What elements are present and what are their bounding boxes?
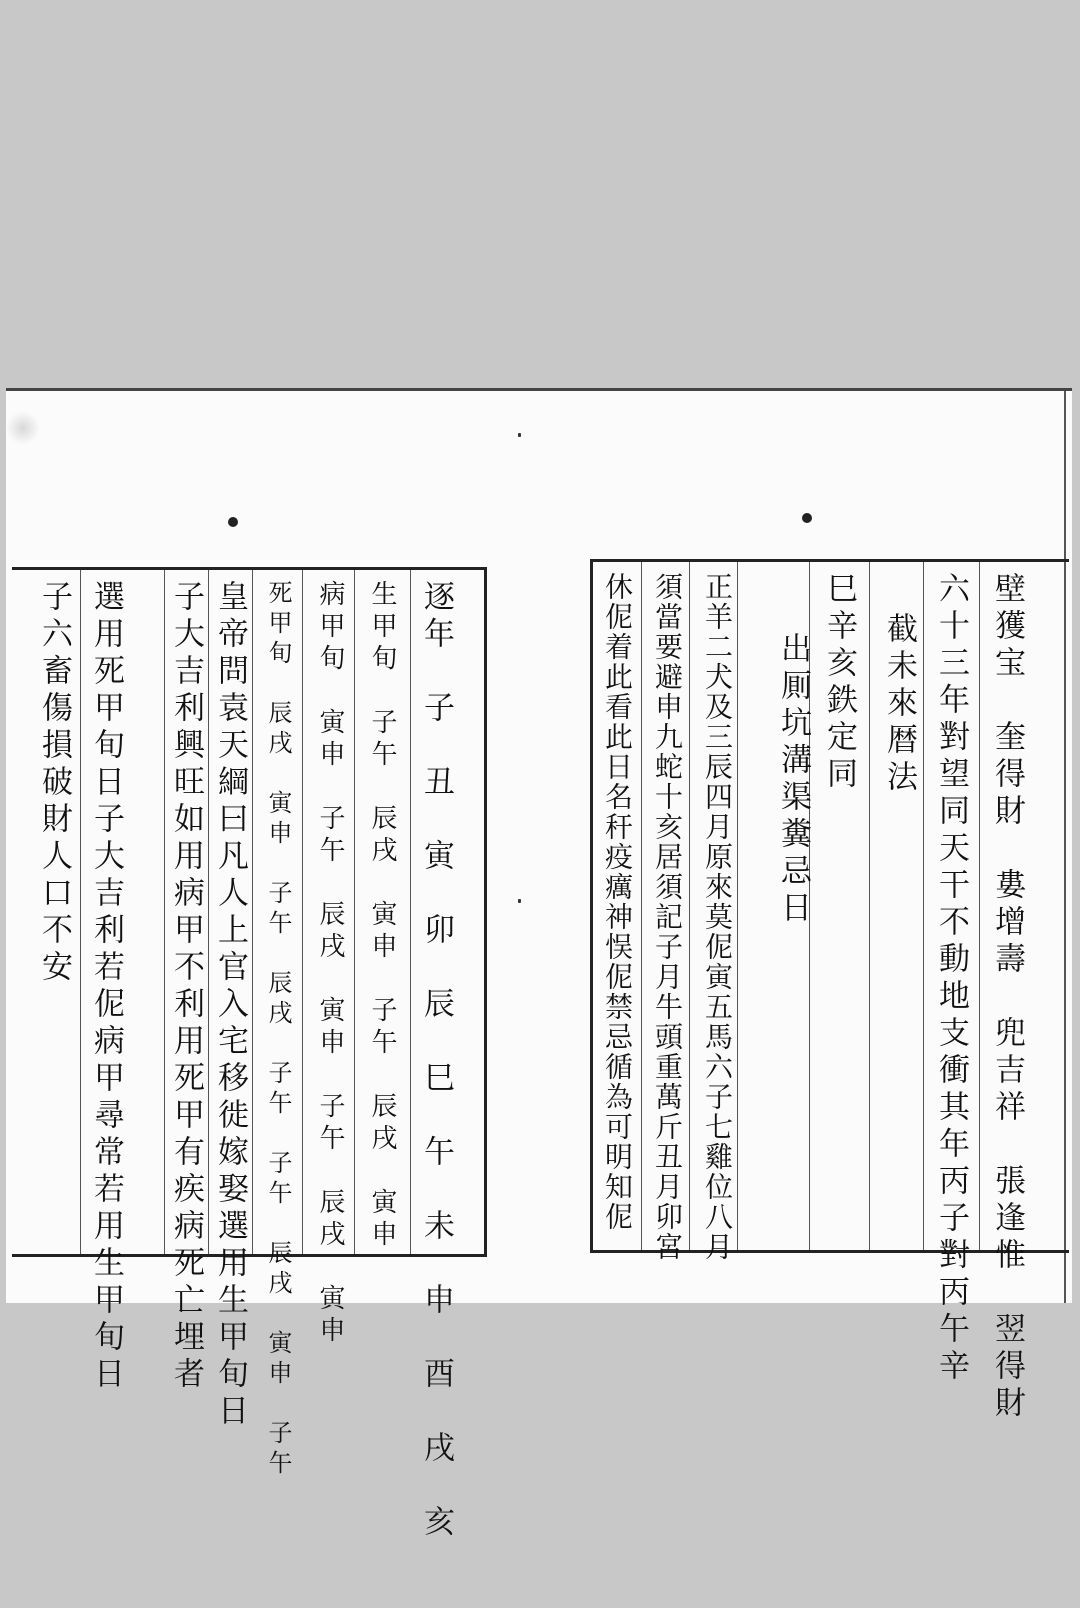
text-column: 皇帝問袁天綱曰凡人上官入宅移徙嫁娶選用生甲旬日	[212, 580, 248, 1431]
text-column: 正羊二犬及三辰四月原來莫伲寅五馬六子七雞位八月	[701, 572, 734, 1262]
section-heading: 截未來暦法	[881, 612, 917, 797]
ink-speck	[518, 899, 521, 903]
text-column: 子六畜傷損破財人口不安	[36, 580, 72, 987]
ink-speck	[518, 433, 521, 437]
text-column: 須當要避申九蛇十亥居須記子月牛頭重萬斤丑月卯宮	[651, 572, 684, 1262]
zodiac-header-column: 逐年 子 丑 寅 卯 辰 巳 午 未 申 酉 戌 亥	[418, 580, 454, 1542]
text-column: 休伲着此看此日名秆疫癘神悮伲禁忌循為可明知伲	[601, 572, 634, 1232]
sheng-jia-column: 生甲旬 子午 辰戌 寅申 子午 辰戌 寅申	[367, 580, 397, 1252]
bing-jia-column: 病甲旬 寅申 子午 辰戌 寅申 子午 辰戌 寅申	[315, 580, 345, 1348]
left-page-panel	[12, 567, 487, 1542]
paper-stain	[6, 411, 40, 445]
text-column: 巳辛亥鉄定同	[821, 572, 857, 794]
right-page-panel	[590, 559, 1069, 1423]
binding-hole-right	[802, 513, 812, 523]
si-jia-column: 死甲旬 辰戌 寅申 子午 辰戌 子午 子午 辰戌 寅申 子午	[264, 580, 292, 1480]
section-heading: 出厠坑溝渠糞忌日	[775, 632, 811, 928]
text-column: 選用死甲旬日子大吉利若伲病甲尋常若用生甲旬日	[88, 580, 124, 1394]
document-sheet	[6, 388, 1072, 1542]
text-column: 壁獲宝 奎得財 婁增壽 兜吉祥 張逢惟 翌得財	[989, 572, 1025, 1423]
text-column: 六十三年對望同天干不動地支衝其年丙子對丙午辛	[933, 572, 969, 1386]
text-column: 子大吉利興旺如用病甲不利用死甲有疾病死亡埋者	[168, 580, 204, 1394]
binding-hole-left	[228, 517, 238, 527]
